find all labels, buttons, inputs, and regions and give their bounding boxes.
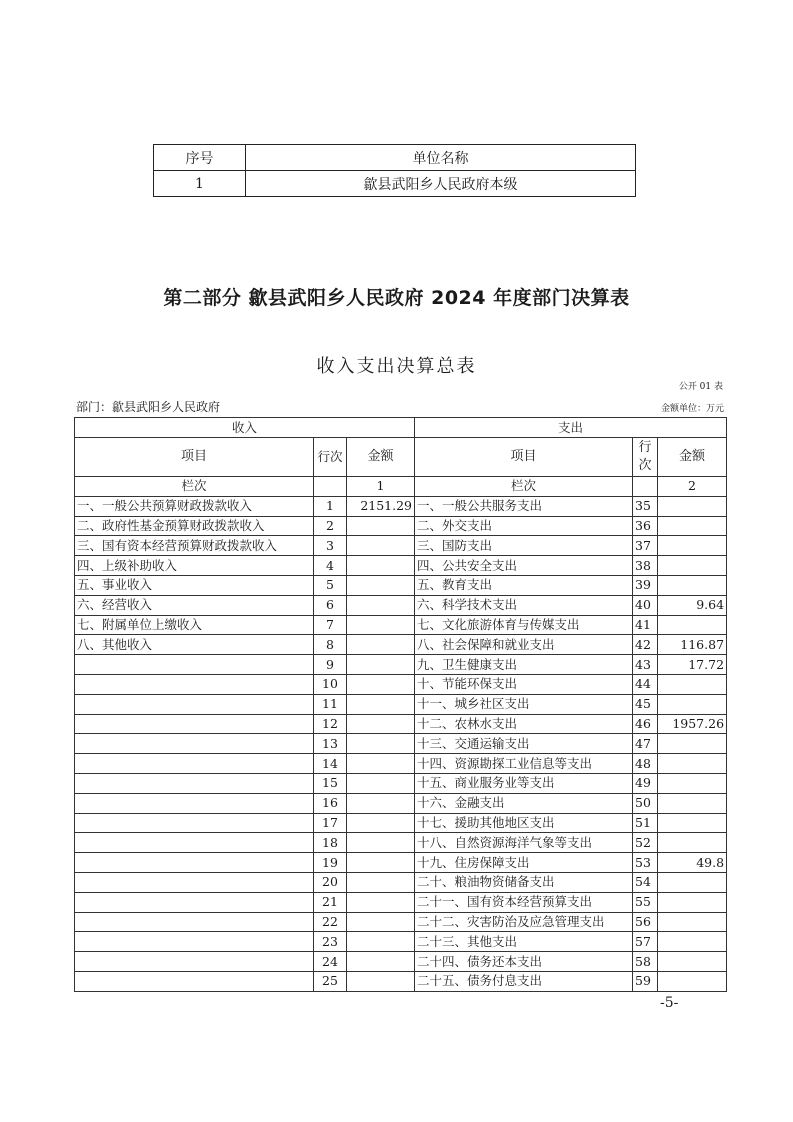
table-row: [75, 615, 727, 635]
expense-amount: 1957.26: [658, 714, 727, 734]
income-item: [75, 674, 314, 694]
expense-amount: [658, 932, 727, 952]
income-amount: [347, 793, 415, 813]
expense-amount: [658, 575, 727, 595]
income-item: 三、国有资本经营预算财政拨款收入: [75, 536, 314, 556]
income-row-number: 3: [314, 536, 347, 556]
expense-item: 二十五、债务付息支出: [415, 971, 633, 991]
expense-row-number: 59: [633, 971, 658, 991]
expense-item: 四、公共安全支出: [415, 556, 633, 576]
income-amount: [347, 833, 415, 853]
table-row: [75, 813, 727, 833]
income-amount: [347, 615, 415, 635]
income-row-number: 4: [314, 556, 347, 576]
income-row-number: 9: [314, 655, 347, 675]
income-amount: [347, 556, 415, 576]
expense-row-number: 51: [633, 813, 658, 833]
expense-row-number: 40: [633, 595, 658, 615]
expense-row-number: 52: [633, 833, 658, 853]
expense-amount: [658, 833, 727, 853]
expense-item: 八、社会保障和就业支出: [415, 635, 633, 655]
expense-row-header-top: 行: [638, 440, 652, 455]
income-amount: [347, 952, 415, 972]
expense-row-number: 50: [633, 793, 658, 813]
income-item-header: 项目: [75, 438, 314, 477]
header-unit-name: 单位名称: [246, 145, 636, 171]
income-amount: [347, 932, 415, 952]
expense-item: 十八、自然资源海洋气象等支出: [415, 833, 633, 853]
income-item: [75, 714, 314, 734]
table-row: [75, 734, 727, 754]
income-row-number: 2: [314, 516, 347, 536]
income-amount: [347, 635, 415, 655]
income-amount: [347, 734, 415, 754]
income-row-number: 23: [314, 932, 347, 952]
expense-header: 支出: [415, 418, 727, 438]
income-item: [75, 971, 314, 991]
expense-amount: [658, 556, 727, 576]
expense-lanci-empty: [633, 477, 658, 497]
expense-row-number: 36: [633, 516, 658, 536]
income-amount: [347, 872, 415, 892]
income-row-number: 8: [314, 635, 347, 655]
table-row: [75, 595, 727, 615]
expense-item: 十六、金融支出: [415, 793, 633, 813]
table-row: [75, 872, 727, 892]
income-item: 五、事业收入: [75, 575, 314, 595]
income-amount: [347, 674, 415, 694]
income-item: [75, 793, 314, 813]
expense-item: 二十四、债务还本支出: [415, 952, 633, 972]
income-row-number: 12: [314, 714, 347, 734]
expense-row-number: 55: [633, 892, 658, 912]
income-amount: [347, 694, 415, 714]
income-row-number: 20: [314, 872, 347, 892]
expense-amount: 116.87: [658, 635, 727, 655]
income-item: 四、上级补助收入: [75, 556, 314, 576]
expense-row-number: 37: [633, 536, 658, 556]
expense-amount: [658, 536, 727, 556]
expense-row-number: 42: [633, 635, 658, 655]
table-row: [75, 635, 727, 655]
expense-row-number: 57: [633, 932, 658, 952]
expense-amount: [658, 615, 727, 635]
expense-item: 七、文化旅游体育与传媒支出: [415, 615, 633, 635]
expense-amount: [658, 734, 727, 754]
table-row: [75, 833, 727, 853]
unit-list-table: [153, 144, 636, 197]
income-item: [75, 892, 314, 912]
income-column-number: 1: [347, 477, 415, 497]
expense-item: 三、国防支出: [415, 536, 633, 556]
income-lanci-empty: [314, 477, 347, 497]
expense-row-number: 43: [633, 655, 658, 675]
expense-row-header-bottom: 次: [638, 458, 652, 473]
expense-amount: 9.64: [658, 595, 727, 615]
expense-item: 十四、资源勘探工业信息等支出: [415, 754, 633, 774]
income-row-number: 17: [314, 813, 347, 833]
table-row: [75, 952, 727, 972]
expense-item: 十、节能环保支出: [415, 674, 633, 694]
income-item: 二、政府性基金预算财政拨款收入: [75, 516, 314, 536]
expense-row-number: 45: [633, 694, 658, 714]
income-row-number: 5: [314, 575, 347, 595]
expense-amount: [658, 496, 727, 516]
income-amount: [347, 655, 415, 675]
table-row: [75, 694, 727, 714]
income-item: [75, 833, 314, 853]
table-row: [75, 575, 727, 595]
table-row: [75, 853, 727, 873]
income-item: 七、附属单位上缴收入: [75, 615, 314, 635]
unit-serial: 1: [154, 171, 246, 197]
income-amount: [347, 516, 415, 536]
column-header-row: [75, 438, 727, 477]
expense-row-number: 44: [633, 674, 658, 694]
header-serial: 序号: [154, 145, 246, 171]
expense-item: 二十二、灾害防治及应急管理支出: [415, 912, 633, 932]
income-row-number: 6: [314, 595, 347, 615]
income-row-number: 19: [314, 853, 347, 873]
expense-amount: [658, 912, 727, 932]
sheet-number: 公开 01 表: [678, 382, 723, 392]
income-row-number: 21: [314, 892, 347, 912]
expense-item: 十三、交通运输支出: [415, 734, 633, 754]
expense-row-number: 47: [633, 734, 658, 754]
column-number-row: [75, 477, 727, 497]
table-row: [75, 536, 727, 556]
income-row-number: 16: [314, 793, 347, 813]
department-label: 部门：歙县武阳乡人民政府: [76, 400, 221, 414]
expense-item: 十二、农林水支出: [415, 714, 633, 734]
income-expense-table: [74, 417, 727, 992]
table-row: [75, 892, 727, 912]
income-amount: [347, 912, 415, 932]
expense-amount: [658, 892, 727, 912]
expense-item: 二十、粮油物资储备支出: [415, 872, 633, 892]
income-row-number: 10: [314, 674, 347, 694]
table-row: [75, 793, 727, 813]
income-row-number: 15: [314, 773, 347, 793]
expense-row-header: [633, 438, 658, 477]
income-amount: [347, 575, 415, 595]
table-row: [75, 773, 727, 793]
unit-table-row: [154, 171, 636, 197]
income-row-number: 18: [314, 833, 347, 853]
expense-item: 二、外交支出: [415, 516, 633, 536]
page-number: -5-: [660, 995, 679, 1011]
income-row-number: 24: [314, 952, 347, 972]
income-item: [75, 912, 314, 932]
income-item: 一、一般公共预算财政拨款收入: [75, 496, 314, 516]
income-item: [75, 773, 314, 793]
income-amount: [347, 754, 415, 774]
unit-table-header: [154, 145, 636, 171]
income-row-number: 1: [314, 496, 347, 516]
income-item: [75, 655, 314, 675]
table-row: [75, 556, 727, 576]
expense-item: 十五、商业服务业等支出: [415, 773, 633, 793]
unit-name: 歙县武阳乡人民政府本级: [246, 171, 636, 197]
income-item: [75, 932, 314, 952]
expense-row-number: 48: [633, 754, 658, 774]
expense-row-number: 38: [633, 556, 658, 576]
expense-lanci-label: 栏次: [415, 477, 633, 497]
table-row: [75, 655, 727, 675]
income-item: [75, 813, 314, 833]
table-row: [75, 674, 727, 694]
table-row: [75, 496, 727, 516]
income-row-number: 22: [314, 912, 347, 932]
sheet-title: 收入支出决算总表: [316, 356, 477, 377]
income-row-header: 行次: [314, 438, 347, 477]
expense-amount: [658, 952, 727, 972]
expense-item: 六、科学技术支出: [415, 595, 633, 615]
table-row: [75, 971, 727, 991]
income-amount: [347, 813, 415, 833]
expense-amount: [658, 754, 727, 774]
expense-amount: [658, 694, 727, 714]
income-amount: [347, 773, 415, 793]
expense-row-number: 54: [633, 872, 658, 892]
expense-row-number: 35: [633, 496, 658, 516]
income-amount-header: 金额: [347, 438, 415, 477]
expense-amount: [658, 516, 727, 536]
expense-amount: [658, 773, 727, 793]
expense-amount: [658, 793, 727, 813]
income-item: [75, 853, 314, 873]
expense-row-number: 39: [633, 575, 658, 595]
section-header-row: [75, 418, 727, 438]
expense-amount: [658, 674, 727, 694]
income-amount: [347, 536, 415, 556]
expense-row-number: 46: [633, 714, 658, 734]
income-item: 八、其他收入: [75, 635, 314, 655]
expense-amount: 17.72: [658, 655, 727, 675]
income-item: [75, 754, 314, 774]
expense-row-number: 41: [633, 615, 658, 635]
expense-item: 二十一、国有资本经营预算支出: [415, 892, 633, 912]
expense-amount: [658, 813, 727, 833]
income-row-number: 25: [314, 971, 347, 991]
income-item: 六、经营收入: [75, 595, 314, 615]
part-title: 第二部分 歙县武阳乡人民政府 2024 年度部门决算表: [163, 287, 630, 309]
income-amount: [347, 714, 415, 734]
income-item: [75, 952, 314, 972]
expense-item: 九、卫生健康支出: [415, 655, 633, 675]
expense-item: 十一、城乡社区支出: [415, 694, 633, 714]
income-amount: 2151.29: [347, 496, 415, 516]
table-row: [75, 516, 727, 536]
table-row: [75, 754, 727, 774]
income-item: [75, 694, 314, 714]
expense-item: 二十三、其他支出: [415, 932, 633, 952]
table-row: [75, 932, 727, 952]
expense-item-header: 项目: [415, 438, 633, 477]
income-item: [75, 872, 314, 892]
income-amount: [347, 853, 415, 873]
income-lanci-label: 栏次: [75, 477, 314, 497]
amount-unit-label: 金额单位：万元: [660, 404, 724, 414]
income-amount: [347, 595, 415, 615]
income-row-number: 11: [314, 694, 347, 714]
expense-amount: 49.8: [658, 853, 727, 873]
income-amount: [347, 892, 415, 912]
expense-row-number: 49: [633, 773, 658, 793]
expense-item: 一、一般公共服务支出: [415, 496, 633, 516]
table-row: [75, 714, 727, 734]
expense-amount: [658, 872, 727, 892]
table-row: [75, 912, 727, 932]
expense-item: 五、教育支出: [415, 575, 633, 595]
expense-row-number: 58: [633, 952, 658, 972]
expense-amount-header: 金额: [658, 438, 727, 477]
income-item: [75, 734, 314, 754]
income-amount: [347, 971, 415, 991]
expense-item: 十九、住房保障支出: [415, 853, 633, 873]
income-row-number: 7: [314, 615, 347, 635]
expense-row-number: 53: [633, 853, 658, 873]
expense-column-number: 2: [658, 477, 727, 497]
income-header: 收入: [75, 418, 415, 438]
expense-row-number: 56: [633, 912, 658, 932]
income-row-number: 14: [314, 754, 347, 774]
expense-amount: [658, 971, 727, 991]
income-row-number: 13: [314, 734, 347, 754]
expense-item: 十七、援助其他地区支出: [415, 813, 633, 833]
